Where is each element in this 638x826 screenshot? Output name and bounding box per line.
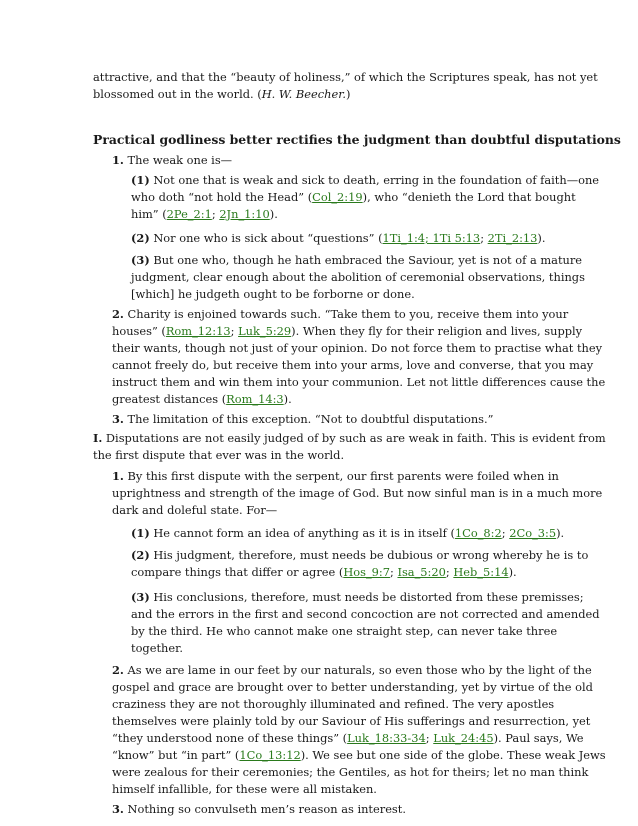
- author-name: H. W. Beecher.: [261, 87, 347, 101]
- scripture-link[interactable]: Luk_5:29: [238, 324, 292, 338]
- point-1: 1. The weak one is—: [112, 153, 233, 167]
- scripture-link[interactable]: 1Co_8:2: [454, 526, 502, 540]
- scripture-link[interactable]: Luk_18:33-34: [347, 731, 426, 745]
- subpoint-1-3: (3) But one who, though he hath embraced the Saviour, yet is not of a mature judgment, clear enough about the abolition of ceremonial observations, things [which] he judgeth ought to be forborne or done.: [131, 253, 585, 301]
- subpoint-number: (3): [131, 253, 150, 267]
- section-i: I. Disputations are not easily judged of by such as are weak in faith. This is evident from the first dispute that ever was in the world.: [93, 431, 606, 462]
- subpoint-number: (1): [131, 526, 150, 540]
- intro-paragraph: [93, 69, 598, 103]
- scripture-link[interactable]: 2Ti_2:13: [487, 231, 538, 245]
- scripture-link[interactable]: 1Ti_1:4; 1Ti 5:13: [382, 231, 481, 245]
- section-i-point-2: 2. As we are lame in our feet by our naturals, so even those who by the light of the gospel and grace are brought over to better understanding, yet by virtue of the old craziness they are not thoroughly illuminated and refined. The very apostles themselves were plainly told by our Saviour of His sufferings and resurrection, yet “they understood none of these things” (Luk_18:33-34; Luk_24:45). Paul says, We “know” but “in part” (1Co_13:12). We see but one side of the globe. These weak Jews were zealous for their ceremonies; the Gentiles, as hot for theirs; let no man think himself infallible, for these were all mistaken.: [112, 663, 606, 796]
- subpoint-1-1: (1) Not one that is weak and sick to death, erring in the foundation of faith—one who doth “not hold the Head” (Col_2:19), who “denieth the Lord that bought him” (2Pe_2:1; 2Jn_1:10).: [131, 173, 600, 221]
- subpoint-number: (3): [131, 590, 150, 604]
- point-number: 3.: [112, 412, 124, 426]
- point-2: 2. Charity is enjoined towards such. “Take them to you, receive them into your houses” (Rom_12:13; Luk_5:29). When they fly for their religion and lives, supply their wants, though not just of your opinion. Do not force them to practise what they cannot freely do, but receive them into your arms, love and converse, that you may instruct them and win them into your communion. Let not little differences cause the greatest distances (Rom_14:3).: [112, 307, 606, 406]
- subpoint-1-2: (2) Nor one who is sick about “questions” (1Ti_1:4; 1Ti 5:13; 2Ti_2:13).: [131, 231, 546, 245]
- section-i-point-1: 1. By this first dispute with the serpent, our first parents were foiled when in uprightness and strength of the image of God. But now sinful man is in a much more dark and doleful state. For—: [112, 469, 603, 517]
- point-number: 2.: [112, 663, 124, 677]
- intro-line: attractive, and that the “beauty of holiness,” of which the Scriptures speak, has not yet: [93, 70, 598, 84]
- section-i-subpoint-3: (3) His conclusions, therefore, must needs be distorted from these premisses; and the errors in the first and second concoction are not corrected and amended by the third. He who cannot make one straight step, can never take three together.: [131, 590, 600, 655]
- scripture-link[interactable]: 1Co_13:12: [239, 748, 301, 762]
- scripture-link[interactable]: 2Jn_1:10: [219, 207, 270, 221]
- point-number: 1.: [112, 153, 124, 167]
- scripture-link[interactable]: 2Pe_2:1: [166, 207, 212, 221]
- intro-line: blossomed out in the world. (H. W. Beecher.): [93, 87, 351, 101]
- subpoint-number: (2): [131, 548, 150, 562]
- section-heading: Practical godliness better rectifies the judgment than doubtful disputations: [93, 132, 621, 147]
- scripture-link[interactable]: Heb_5:14: [453, 565, 509, 579]
- subpoint-number: (1): [131, 173, 150, 187]
- section-number: I.: [93, 431, 103, 445]
- section-i-subpoint-1: (1) He cannot form an idea of anything as it is in itself (1Co_8:2; 2Co_3:5).: [131, 526, 565, 540]
- section-i-subpoint-2: (2) His judgment, therefore, must needs be dubious or wrong whereby he is to compare things that differ or agree (Hos_9:7; Isa_5:20; Heb_5:14).: [131, 548, 589, 579]
- point-3: 3. The limitation of this exception. “Not to doubtful disputations.”: [112, 412, 494, 426]
- section-i-point-3: 3. Nothing so convulseth men’s reason as interest.: [112, 802, 406, 816]
- scripture-link[interactable]: 2Co_3:5: [509, 526, 557, 540]
- point-number: 3.: [112, 802, 124, 816]
- scripture-link[interactable]: Hos_9:7: [343, 565, 390, 579]
- scripture-link[interactable]: Rom_14:3: [226, 392, 284, 406]
- subpoint-number: (2): [131, 231, 150, 245]
- scripture-link[interactable]: Rom_12:13: [165, 324, 231, 338]
- scripture-link[interactable]: Isa_5:20: [397, 565, 446, 579]
- point-number: 2.: [112, 307, 124, 321]
- scripture-link[interactable]: Col_2:19: [312, 190, 363, 204]
- scripture-link[interactable]: Luk_24:45: [433, 731, 494, 745]
- point-number: 1.: [112, 469, 124, 483]
